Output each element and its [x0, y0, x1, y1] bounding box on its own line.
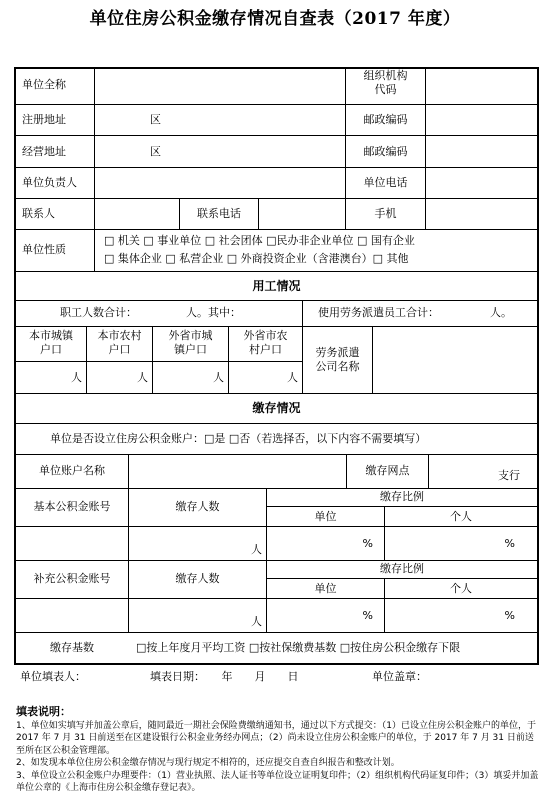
row-divider: [14, 393, 538, 394]
label-reg-addr: 注册地址: [22, 113, 66, 126]
unit-person: 人: [251, 543, 262, 556]
label-ratio-personal: 个人: [450, 582, 472, 595]
unit-person: 人: [137, 371, 148, 384]
row-divider: [14, 135, 538, 136]
label-ratio-personal: 个人: [450, 510, 472, 523]
col-local-rural: 本市农村 户口: [97, 329, 142, 356]
label-unit-name: 单位全称: [22, 78, 66, 91]
label-ratio-unit: 单位: [314, 510, 337, 523]
instruction-item: 2、如发现本单位住房公积金缴存情况与现行规定不相符的，还应提交自查自纠报告和整改计划。: [16, 758, 400, 768]
unit-pct: %: [362, 609, 373, 622]
col-other-urban: 外省市城 镇户口: [168, 329, 213, 356]
label-ratio-unit: 单位: [314, 582, 337, 595]
dispatch-unit: 人。: [490, 306, 512, 319]
label-org-code: 组织机构 代码: [363, 69, 408, 96]
footer-date: 填表日期： 年 月 日: [150, 670, 299, 683]
row-divider: [266, 506, 538, 507]
col-divider: [425, 198, 426, 229]
unit-person: 人: [71, 371, 82, 384]
instructions-title: 填表说明：: [16, 705, 71, 718]
label-has-account[interactable]: 单位是否设立住房公积金账户：□是 □否（若选择否，以下内容不需要填写）: [50, 432, 427, 445]
unit-pct: %: [504, 609, 515, 622]
nature-options-line2[interactable]: □ 集体企业 □ 私营企业 □ 外商投资企业（含港澳台）□ 其他: [104, 252, 409, 265]
label-deposit-base: 缴存基数: [50, 641, 94, 654]
row-divider: [14, 598, 538, 599]
unit-person: 人: [287, 371, 298, 384]
col-divider: [372, 326, 373, 393]
label-headcount: 缴存人数: [175, 572, 220, 585]
unit-person: 人: [251, 615, 262, 628]
instructions: [16, 706, 542, 795]
label-biz-addr: 经营地址: [22, 145, 66, 158]
label-unit-phone: 单位电话: [363, 176, 408, 189]
row-divider: [14, 361, 302, 362]
row-divider: [14, 300, 538, 301]
row-divider: [14, 488, 538, 489]
label-account-name: 单位账户名称: [39, 464, 105, 477]
col-local-urban: 本市城镇 户口: [29, 329, 73, 356]
deposit-base-options[interactable]: □按上年度月平均工资 □按社保缴费基数 □按住房公积金缴存下限: [136, 641, 461, 654]
district-suffix: 区: [150, 113, 161, 126]
label-dispatch-company: 劳务派遣 公司名称: [315, 346, 360, 373]
label-headcount: 缴存人数: [175, 500, 220, 513]
label-basic-account: 基本公积金账号: [33, 500, 111, 513]
label-nature: 单位性质: [22, 243, 66, 256]
label-mobile: 手机: [374, 207, 397, 220]
row-divider: [266, 578, 538, 579]
label-supp-account: 补充公积金账号: [33, 572, 111, 585]
page-title: 单位住房公积金缴存情况自查表（2017 年度）: [89, 9, 461, 29]
col-divider: [94, 67, 95, 229]
col-divider: [94, 229, 95, 271]
district-suffix: 区: [150, 145, 161, 158]
row-divider: [14, 229, 538, 230]
row-divider: [14, 560, 538, 561]
label-ratio: 缴存比例: [380, 490, 424, 503]
label-postcode: 邮政编码: [363, 145, 408, 158]
branch-suffix: 支行: [498, 469, 520, 482]
unit-pct: %: [504, 537, 515, 550]
label-branch: 缴存网点: [365, 464, 410, 477]
row-divider: [14, 454, 538, 455]
label-postcode: 邮政编码: [363, 113, 408, 126]
row-divider: [14, 167, 538, 168]
col-divider: [428, 454, 429, 488]
label-total-staff: 职工人数合计：: [60, 306, 137, 319]
row-divider: [14, 632, 538, 633]
table-border-right: [537, 67, 539, 665]
nature-options-line1[interactable]: □ 机关 □ 事业单位 □ 社会团体 □民办非企业单位 □ 国有企业: [104, 234, 415, 247]
label-contact-phone: 联系电话: [197, 207, 241, 220]
footer-seal: 单位盖章：: [372, 670, 427, 683]
label-ratio: 缴存比例: [380, 562, 424, 575]
label-leader: 单位负责人: [22, 176, 77, 189]
instruction-item: 3、单位设立公积金账户办理要件：（1）营业执照、法人证书等单位设立证明复印件；（2）组织机构代码证复印件；（3）填妥并加盖单位公章的《上海市住房公积金缴存登记表》。: [16, 770, 539, 793]
table-border-bottom: [14, 663, 538, 665]
col-other-rural: 外省市农 村户口: [243, 329, 288, 356]
total-staff-unit: 人。其中：: [186, 306, 241, 319]
unit-person: 人: [213, 371, 224, 384]
section-deposit: 缴存情况: [252, 401, 301, 415]
footer-filler: 单位填表人：: [20, 670, 86, 683]
section-employment: 用工情况: [252, 279, 301, 293]
label-dispatch-total: 使用劳务派遣员工合计：: [318, 306, 439, 319]
instruction-item: 1、单位如实填写并加盖公章后，随同最近一期社会保险费缴纳通知书，通过以下方式提交：（1）已设立住房公积金账户的单位，于 2017 年 7 月 31 日前送至在区建设银行公积金业务经办网点；（2）尚未设立住房公积金账户的单位，于 2017 年 7 月 31 日前送至所在区公积金管理部。: [16, 720, 536, 756]
col-divider: [258, 198, 259, 229]
row-divider: [14, 526, 538, 527]
row-divider: [14, 271, 538, 272]
col-divider: [425, 67, 426, 198]
row-divider: [14, 326, 538, 327]
table-border-top: [14, 67, 538, 69]
label-contact: 联系人: [22, 207, 55, 220]
row-divider: [14, 104, 538, 105]
unit-pct: %: [362, 537, 373, 550]
row-divider: [14, 198, 538, 199]
row-divider: [14, 423, 538, 424]
